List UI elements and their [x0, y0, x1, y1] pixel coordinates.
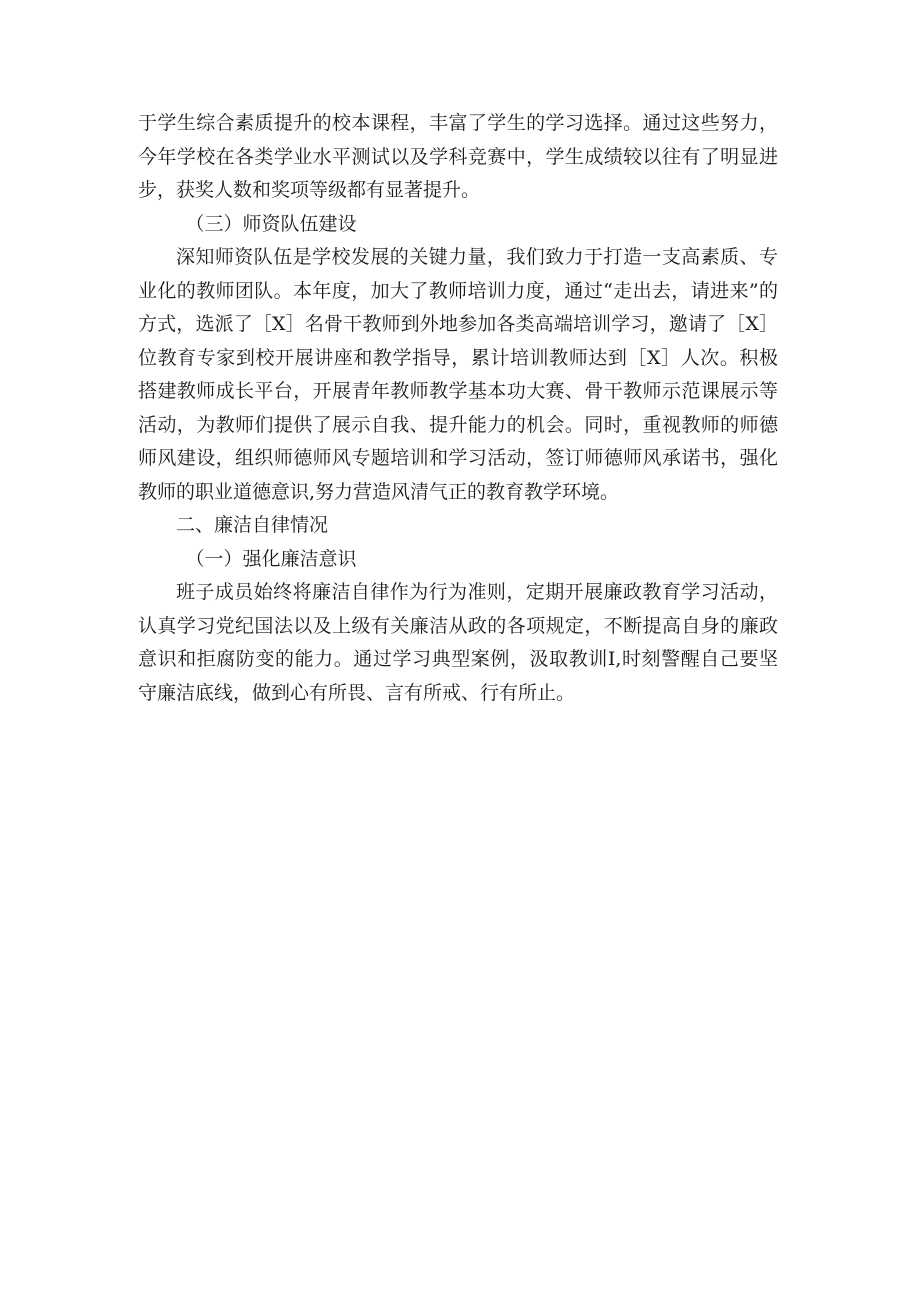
heading-integrity: 二、廉洁自律情况 [176, 514, 329, 536]
paragraph-integrity-awareness: 班子成员始终将廉洁自律作为行为准则，定期开展廉政教育学习活动，认真学习党纪国法以及上级有关廉洁从政的各项规定，不断提高自身的廉政意识和拒腐防变的能力。通过学习典型案例，汲取教训I,时刻警醒自己要坚守廉洁底线，做到心有所畏、言有所戒、行有所止。 [138, 581, 778, 704]
heading-integrity-awareness: （一）强化廉洁意识 [185, 547, 357, 570]
document-body [138, 107, 778, 710]
heading-teacher-team: （三）师资队伍建设 [185, 212, 357, 235]
paragraph-teacher-team: 深知师资队伍是学校发展的关键力量，我们致力于打造一支高素质、专业化的教师团队。本年度，加大了教师培训力度，通过“走出去，请进来”的方式，选派了［X］名骨干教师到外地参加各类高端培训学习，邀请了［X］位教育专家到校开展讲座和教学指导，累计培训教师达到［X］人次。积极搭建教师成长平台，开展青年教师教学基本功大赛、骨干教师示范课展示等活动，为教师们提供了展示自我、提升能力的机会。同时，重视教师的师德师风建设，组织师德师风专题培训和学习活动，签订师德师风承诺书，强化教师的职业道德意识,努力营造风清气正的教育教学环境。 [138, 246, 778, 503]
paragraph-curriculum-results: 于学生综合素质提升的校本课程，丰富了学生的学习选择。通过这些努力，今年学校在各类学业水平测试以及学科竞赛中，学生成绩较以往有了明显进步，获奖人数和奖项等级都有显著提升。 [138, 112, 778, 201]
